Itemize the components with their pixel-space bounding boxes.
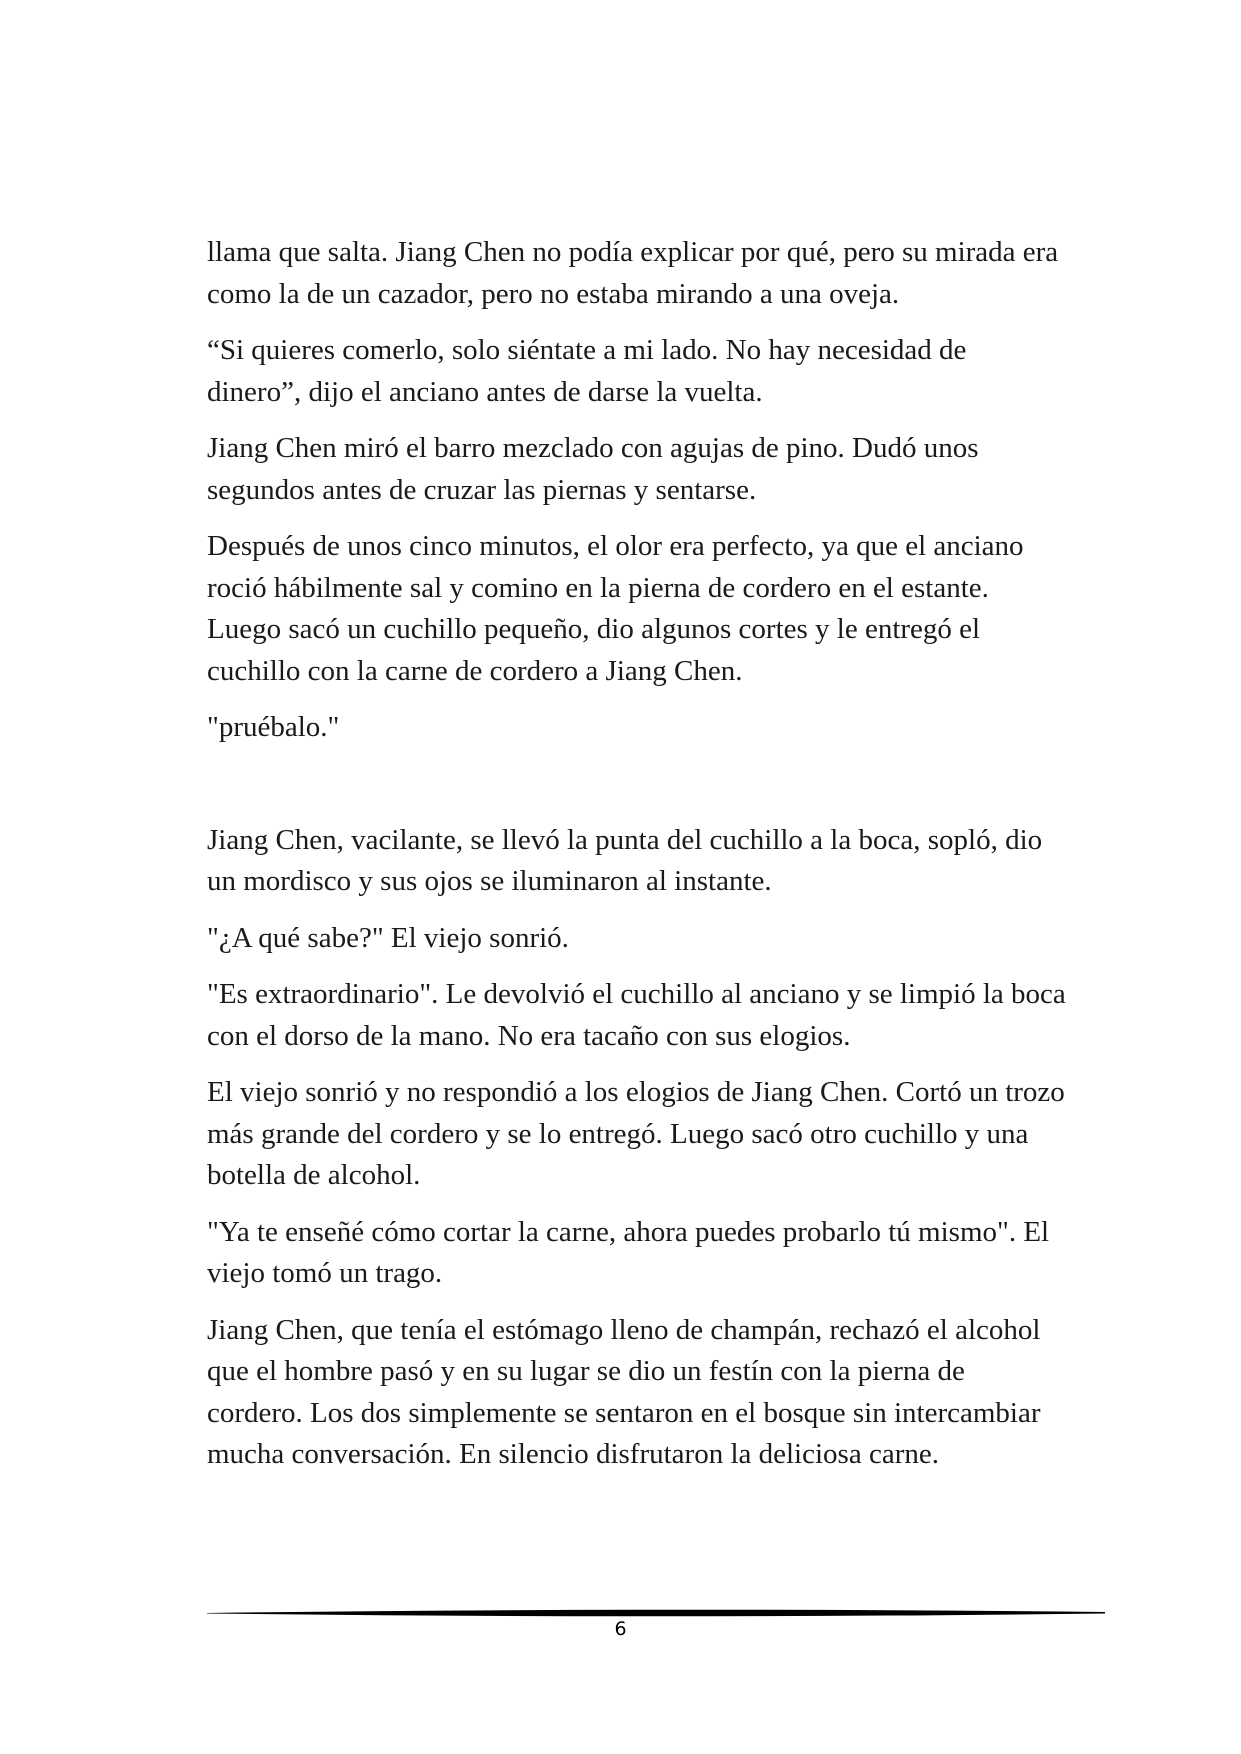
paragraph-3: Jiang Chen miró el barro mezclado con agujas de pino. Dudó unos segundos antes de cruzar las piernas y sentarse. — [207, 432, 979, 506]
paragraph-11: Jiang Chen, que tenía el estómago lleno de champán, rechazó el alcohol que el hombre pasó y en su lugar se dio un festín con la pierna de cordero. Los dos simplemente se sentaron en el bosque sin intercambiar mucha conversación. En silencio disfrutaron la deliciosa carne. — [207, 1313, 1041, 1470]
paragraph-2: “Si quieres comerlo, solo siéntate a mi lado. No hay necesidad de dinero”, dijo el anciano antes de darse la vuelta. — [207, 334, 967, 408]
paragraph-4: Después de unos cinco minutos, el olor era perfecto, ya que el anciano roció hábilmente sal y comino en la pierna de cordero en el estante. Luego sacó un cuchillo pequeño, dio algunos cortes y le entregó el cuchillo con la carne de cordero a Jiang Chen. — [207, 530, 1024, 687]
paragraph-6: Jiang Chen, vacilante, se llevó la punta del cuchillo a la boca, sopló, dio un mordisco y sus ojos se iluminaron al instante. — [207, 823, 1043, 897]
paragraph-5: "pruébalo." — [207, 711, 340, 743]
paragraph-10: "Ya te enseñé cómo cortar la carne, ahora puedes probarlo tú mismo". El viejo tomó un trago. — [207, 1215, 1050, 1289]
paragraph-8: "Es extraordinario". Le devolvió el cuchillo al anciano y se limpió la boca con el dorso de la mano. No era tacaño con sus elogios. — [207, 978, 1066, 1052]
paragraph-1: llama que salta. Jiang Chen no podía explicar por qué, pero su mirada era como la de un cazador, pero no estaba mirando a una oveja. — [207, 236, 1059, 310]
paragraph-7: "¿A qué sabe?" El viejo sonrió. — [207, 921, 569, 954]
page-number: 6 — [614, 1618, 627, 1640]
paragraph-9: El viejo sonrió y no respondió a los elogios de Jiang Chen. Cortó un trozo más grande del cordero y se lo entregó. Luego sacó otro cuchillo y una botella de alcohol. — [207, 1076, 1065, 1191]
body-text — [207, 232, 1067, 1491]
